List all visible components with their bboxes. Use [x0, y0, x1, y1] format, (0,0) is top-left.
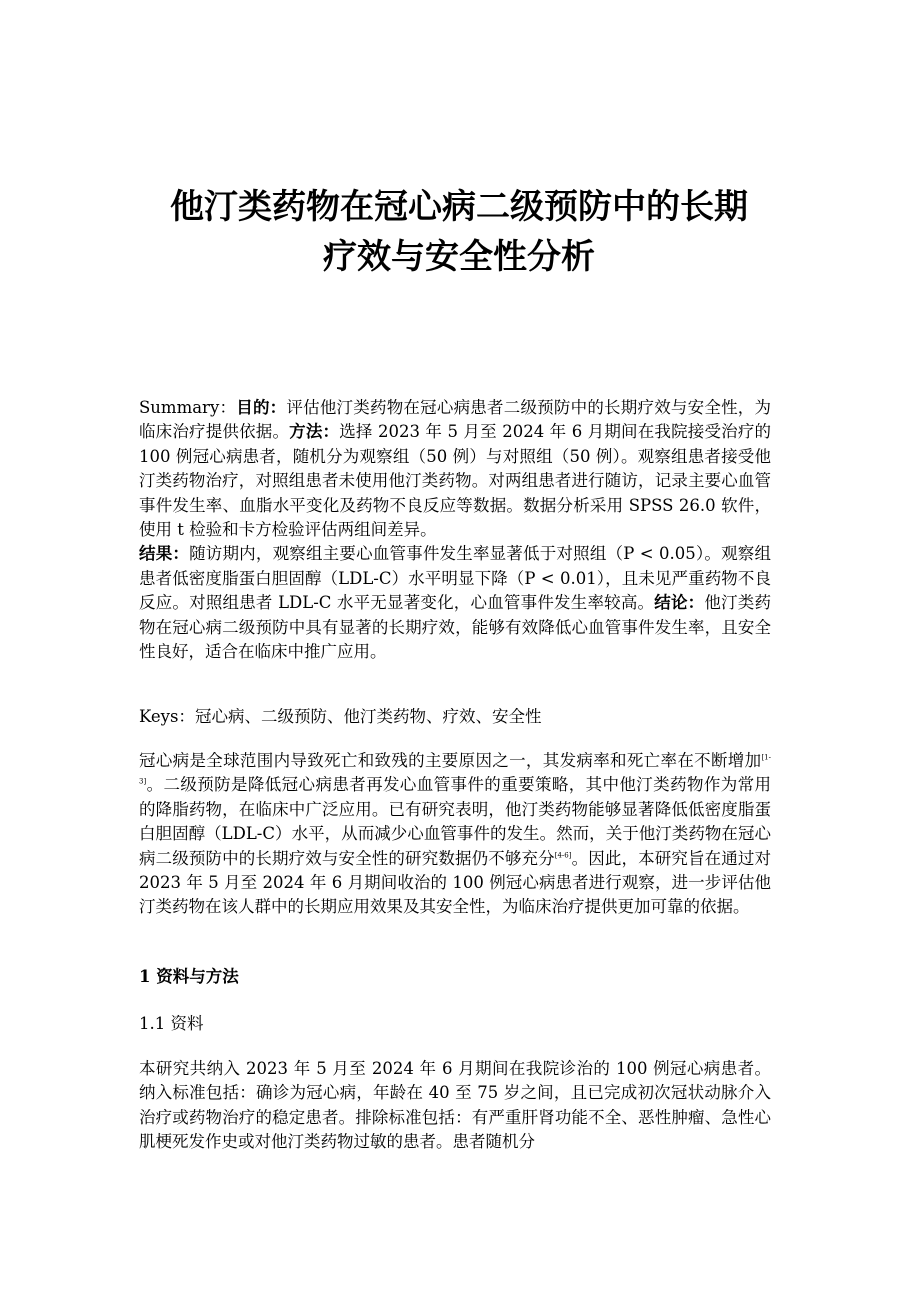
- paper-title: [129, 182, 789, 282]
- summary-prefix: Summary：: [139, 398, 237, 417]
- keywords-line: [139, 705, 771, 729]
- result-text: 随访期内，观察组主要心血管事件发生率显著低于对照组（P < 0.05）。观察组患者低密度脂蛋白胆固醇（LDL-C）水平明显下降（P < 0.01），且未见严重药物不良反应。对照组患者 LDL-C 水平无显著变化，心血管事件发生率较高。: [139, 544, 772, 613]
- title-line-1: 他汀类药物在冠心病二级预防中的长期: [170, 187, 748, 227]
- result-label: 结果：: [139, 544, 190, 564]
- section-1-1-paragraph: 本研究共纳入 2023 年 5 月至 2024 年 6 月期间在我院诊治的 100 例冠心病患者。纳入标准包括：确诊为冠心病，年龄在 40 至 75 岁之间，且已完成初次冠状动脉介入治疗或药物治疗的稳定患者。排除标准包括：有严重肝肾功能不全、恶性肿瘤、急性心肌梗死发作史或对他汀类药物过敏的患者。患者随机分: [139, 1059, 771, 1152]
- section-heading-1: 1 资料与方法: [139, 967, 239, 986]
- summary-paragraph: [139, 396, 771, 664]
- citation-ref-1: [1-3]: [139, 753, 771, 786]
- purpose-text: 评估他汀类药物在冠心病患者二级预防中的长期疗效与安全性，为临床治疗提供依据。: [139, 398, 771, 442]
- purpose-label: 目的：: [236, 398, 287, 417]
- conclusion-text: 他汀类药物在冠心病二级预防中具有显著的长期疗效，能够有效降低心血管事件发生率，且安全性良好，适合在临床中推广应用。: [139, 593, 772, 662]
- title-line-2: 疗效与安全性分析: [323, 237, 595, 277]
- keys-prefix: Keys：: [139, 707, 195, 726]
- intro-part-3: 。因此，本研究旨在通过对 2023 年 5 月至 2024 年 6 月期间收治的 100 例冠心病患者进行观察，进一步评估他汀类药物在该人群中的长期应用效果及其安全性，为临床治疗提供更加可靠的依据。: [139, 848, 772, 917]
- method-text: 选择 2023 年 5 月至 2024 年 6 月期间在我院接受治疗的 100 例冠心病患者，随机分为观察组（50 例）与对照组（50 例）。观察组患者接受他汀类药物治疗，对照组患者未使用他汀类药物。对两组患者进行随访，记录主要心血管事件发生率、血脂水平变化及药物不良反应等数据。数据分析采用 SPSS 26.0 软件，使用 t 检验和卡方检验评估两组间差异。: [139, 422, 771, 540]
- keys-text: 冠心病、二级预防、他汀类药物、疗效、安全性: [194, 707, 542, 726]
- citation-ref-2: [4-6]: [554, 851, 572, 860]
- subsection-heading-1-1: 1.1 资料: [139, 1014, 204, 1033]
- intro-paragraph: [139, 749, 771, 920]
- conclusion-label: 结论：: [654, 593, 705, 613]
- intro-part-2: 。二级预防是降低冠心病患者再发心血管事件的重要策略，其中他汀类药物作为常用的降脂药物，在临床中广泛应用。已有研究表明，他汀类药物能够显著降低低密度脂蛋白胆固醇（LDL-C）水平，从而减少心血管事件的发生。然而，关于他汀类药物在冠心病二级预防中的长期疗效与安全性的研究数据仍不够充分: [139, 775, 771, 868]
- intro-part-1: 冠心病是全球范围内导致死亡和致残的主要原因之一，其发病率和死亡率在不断增加: [139, 751, 762, 770]
- method-label: 方法：: [289, 422, 340, 442]
